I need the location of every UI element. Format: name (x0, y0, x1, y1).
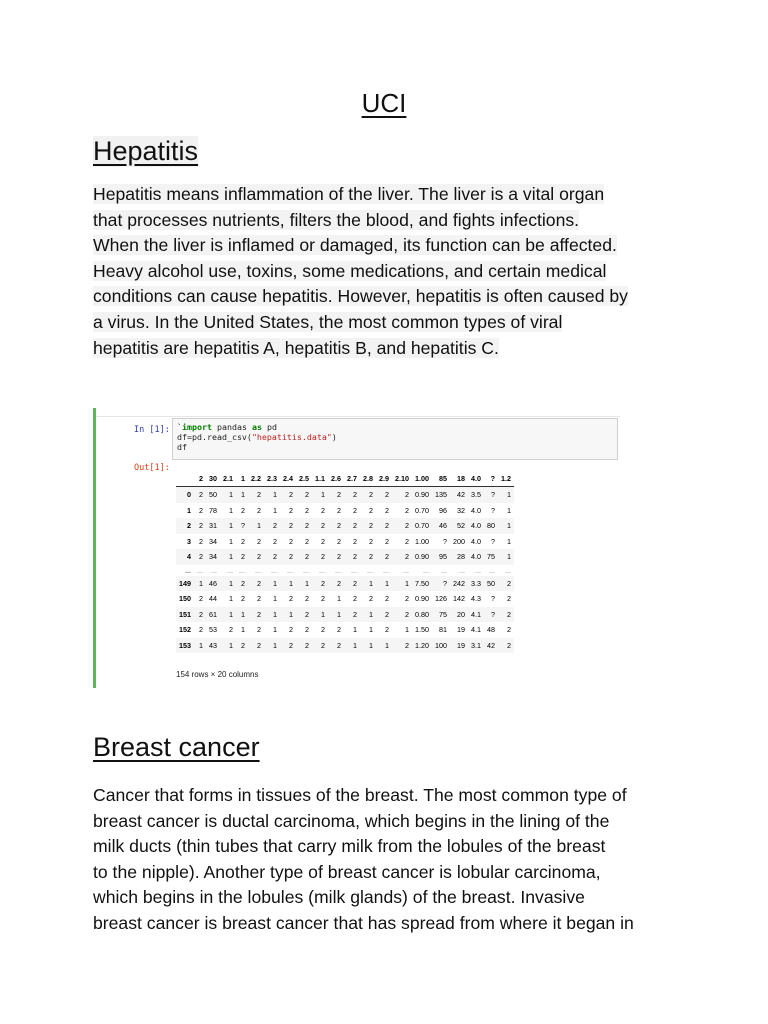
table-cell: 2 (229, 625, 233, 635)
table-cell: ? (491, 594, 495, 604)
table-cell: 2 (248, 638, 264, 654)
table-cell: 2 (344, 607, 360, 623)
table-cell: 2 (273, 536, 277, 546)
row-index: 152 (179, 625, 191, 635)
table-cell: 20 (450, 607, 468, 623)
paragraph-line: Heavy alcohol use, toxins, some medications, and certain medical (93, 260, 607, 281)
table-cell: 19 (457, 625, 465, 635)
cell-divider (96, 416, 620, 417)
table-cell: 0.80 (412, 607, 432, 623)
table-cell: 2 (257, 625, 261, 635)
table-cell: ... (475, 565, 481, 575)
table-cell: 1 (241, 625, 245, 635)
table-cell: 1 (236, 607, 248, 623)
table-cell: 46 (206, 576, 220, 592)
table-cell: 3.3 (468, 576, 484, 592)
table-cell: 1 (405, 625, 409, 635)
table-cell: ... (351, 565, 357, 575)
table-cell: 2 (194, 549, 206, 565)
table-cell: 1 (220, 518, 236, 534)
table-cell: 2 (344, 487, 360, 503)
table-cell: 100 (432, 638, 450, 654)
table-cell: 2 (344, 576, 360, 592)
table-cell: 31 (206, 518, 220, 534)
table-cell: ... (319, 565, 325, 575)
column-header: 2.4 (280, 470, 296, 487)
table-cell: 1 (194, 638, 206, 654)
column-header: 1.00 (412, 470, 432, 487)
table-cell: ? (484, 607, 498, 623)
row-index: ... (185, 565, 191, 575)
table-row (176, 518, 514, 534)
table-cell: 2 (507, 625, 511, 635)
table-cell: 3.5 (468, 487, 484, 503)
table-cell: 52 (450, 518, 468, 534)
table-cell: 2 (264, 518, 280, 534)
table-cell: 2 (199, 594, 203, 604)
table-cell: 2 (305, 594, 309, 604)
table-cell: 2 (199, 536, 203, 546)
table-row (176, 549, 514, 565)
table-cell: 2 (296, 518, 312, 534)
table-cell: 2 (257, 594, 261, 604)
table-cell: 2 (353, 594, 357, 604)
table-cell: 2 (321, 625, 325, 635)
table-cell: 2 (305, 625, 309, 635)
table-cell: 2 (264, 549, 280, 565)
table-cell: 1 (376, 576, 392, 592)
table-row (176, 591, 514, 607)
output-prompt: Out[1]: (134, 463, 170, 473)
table-cell: 1 (220, 576, 236, 592)
column-header: 1 (236, 470, 248, 487)
column-header: 1.2 (498, 470, 514, 487)
table-cell: 2 (328, 518, 344, 534)
table-cell: 4.0 (468, 549, 484, 565)
table-cell: 1 (220, 638, 236, 654)
table-cell: 53 (209, 625, 217, 635)
table-cell: 2 (344, 518, 360, 534)
table-cell: 2 (236, 549, 248, 565)
table-cell: 75 (432, 607, 450, 623)
table-cell: 126 (435, 594, 447, 604)
table-cell: 34 (206, 549, 220, 565)
table-cell: 0.90 (412, 487, 432, 503)
table-cell: 1 (337, 594, 341, 604)
dataframe-shape: 154 rows × 20 columns (176, 670, 259, 679)
row-index: 3 (187, 536, 191, 546)
table-cell: 1 (273, 594, 277, 604)
table-cell: 2 (296, 638, 312, 654)
table-cell: 2 (280, 518, 296, 534)
table-cell: 2 (241, 505, 245, 515)
input-prompt: In [1]: (134, 425, 170, 435)
breast-cancer-paragraph (93, 783, 683, 937)
table-cell: 4.1 (468, 607, 484, 623)
table-cell: 75 (484, 549, 498, 565)
code-line: `import pandas as pd (177, 422, 277, 432)
table-cell: ? (432, 576, 450, 592)
table-cell: 2 (337, 505, 341, 515)
code-cell (172, 418, 618, 460)
table-cell: 4.0 (471, 505, 481, 515)
column-header: 2.6 (328, 470, 344, 487)
table-row (176, 565, 514, 576)
table-cell: 2 (405, 505, 409, 515)
table-cell: 2 (296, 607, 312, 623)
table-cell: 2 (194, 518, 206, 534)
hepatitis-paragraph (93, 182, 683, 361)
paragraph-line: breast cancer is ductal carcinoma, which begins in the lining of the (93, 810, 610, 831)
table-cell: ... (441, 565, 447, 575)
column-header: 2.1 (220, 470, 236, 487)
table-cell: 2 (328, 549, 344, 565)
table-cell: 1 (312, 487, 328, 503)
table-cell: 61 (206, 607, 220, 623)
table-cell: 2 (194, 607, 206, 623)
table-cell: 3.1 (468, 638, 484, 654)
table-cell: 32 (457, 505, 465, 515)
table-row (176, 576, 514, 592)
table-cell: 2 (289, 625, 293, 635)
dataframe-table (176, 470, 514, 653)
table-cell: ... (459, 565, 465, 575)
paragraph-line: milk ducts (thin tubes that carry milk from the lobules of the breast (93, 836, 606, 857)
table-cell: 7.50 (412, 576, 432, 592)
table-cell: 2 (280, 638, 296, 654)
table-cell: 1 (236, 487, 248, 503)
section-heading-hepatitis: Hepatitis (93, 136, 199, 166)
table-cell: 2 (248, 607, 264, 623)
table-cell: 2 (296, 487, 312, 503)
table-cell: ... (367, 565, 373, 575)
table-cell: ? (443, 536, 447, 546)
table-cell: 2 (353, 536, 357, 546)
table-cell: 2 (328, 576, 344, 592)
table-cell: 95 (432, 549, 450, 565)
table-cell: 1 (376, 638, 392, 654)
table-cell: 2 (236, 576, 248, 592)
table-cell: 2 (194, 487, 206, 503)
paragraph-line: conditions can cause hepatitis. However, hepatitis is often caused by (93, 286, 628, 307)
table-cell: 1 (360, 638, 376, 654)
table-cell: 0.90 (415, 594, 429, 604)
table-cell: 1 (344, 638, 360, 654)
column-header: 85 (432, 470, 450, 487)
column-header: 2.3 (264, 470, 280, 487)
index-header (176, 470, 194, 487)
table-cell: ? (491, 505, 495, 515)
table-cell: ... (227, 565, 233, 575)
table-cell: 1 (280, 576, 296, 592)
column-header: ? (484, 470, 498, 487)
table-cell: 2 (405, 536, 409, 546)
table-cell: 42 (450, 487, 468, 503)
table-cell: 1 (360, 576, 376, 592)
column-header: 2.9 (376, 470, 392, 487)
paragraph-line: Cancer that forms in tissues of the breast. The most common type of (93, 785, 627, 805)
table-cell: 2 (498, 576, 514, 592)
table-cell: ... (239, 565, 245, 575)
table-cell: ... (211, 565, 217, 575)
table-cell: 1 (353, 625, 357, 635)
table-cell: 2 (280, 487, 296, 503)
column-header: 2.2 (248, 470, 264, 487)
table-cell: 2 (360, 549, 376, 565)
table-cell: 2 (312, 576, 328, 592)
table-cell: 2 (289, 594, 293, 604)
table-cell: 2 (385, 536, 389, 546)
row-index: 0 (176, 487, 194, 503)
table-cell: 2 (296, 549, 312, 565)
table-cell: 2 (241, 594, 245, 604)
table-cell: 0.70 (412, 518, 432, 534)
table-row (176, 503, 514, 519)
table-cell: 2 (305, 505, 309, 515)
table-cell: 2 (257, 505, 261, 515)
table-cell: 2 (312, 638, 328, 654)
table-row (176, 487, 514, 503)
paragraph-line: Hepatitis means inflammation of the liver. The liver is a vital organ (93, 184, 605, 204)
table-cell: 80 (484, 518, 498, 534)
table-cell: 2 (257, 536, 261, 546)
code-line: df (177, 442, 187, 452)
table-cell: 2 (405, 594, 409, 604)
table-cell: ... (197, 565, 203, 575)
table-cell: 2 (241, 536, 245, 546)
table-cell: 2 (385, 625, 389, 635)
table-row (176, 607, 514, 623)
table-cell: ... (335, 565, 341, 575)
table-cell: 1 (264, 487, 280, 503)
table-cell: 2 (376, 518, 392, 534)
table-cell: 0.70 (415, 505, 429, 515)
table-cell: 2 (392, 549, 412, 565)
code-line: df=pd.read_csv("hepatitis.data") (177, 432, 337, 442)
row-index: 151 (176, 607, 194, 623)
table-cell: 1 (248, 518, 264, 534)
table-cell: ... (303, 565, 309, 575)
table-cell: 2 (328, 638, 344, 654)
table-cell: 0.90 (412, 549, 432, 565)
table-cell: 1 (328, 607, 344, 623)
table-cell: 1 (220, 487, 236, 503)
table-header-row (176, 470, 514, 487)
table-cell: 1 (280, 607, 296, 623)
table-cell: ? (491, 536, 495, 546)
table-cell: ... (255, 565, 261, 575)
table-cell: 1 (360, 607, 376, 623)
table-cell: 2 (236, 638, 248, 654)
table-cell: 1.20 (412, 638, 432, 654)
column-header: 18 (450, 470, 468, 487)
table-cell: 2 (392, 607, 412, 623)
table-cell: 2 (199, 625, 203, 635)
table-cell: 2 (360, 487, 376, 503)
table-cell: 1 (264, 638, 280, 654)
paragraph-line: breast cancer is breast cancer that has spread from where it began in (93, 912, 634, 933)
column-header: 30 (206, 470, 220, 487)
table-cell: 1 (273, 625, 277, 635)
paragraph-line: that processes nutrients, filters the blood, and fights infections. (93, 209, 580, 230)
column-header: 2.8 (360, 470, 376, 487)
table-cell: 142 (453, 594, 465, 604)
table-cell: 1 (273, 505, 277, 515)
table-cell: 1 (264, 607, 280, 623)
table-cell: 81 (439, 625, 447, 635)
table-cell: 1 (229, 594, 233, 604)
table-cell: 1 (312, 607, 328, 623)
table-cell: ... (423, 565, 429, 575)
page-title: UCI (361, 88, 407, 118)
table-cell: 4.0 (468, 518, 484, 534)
table-cell: 42 (484, 638, 498, 654)
table-cell: 2 (369, 594, 373, 604)
table-cell: 2 (385, 594, 389, 604)
table-cell: ... (505, 565, 511, 575)
paragraph-line: which begins in the lobules (milk glands) of the breast. Invasive (93, 887, 585, 908)
table-cell: 34 (209, 536, 217, 546)
table-cell: 2 (498, 638, 514, 654)
table-cell: 19 (450, 638, 468, 654)
row-index: 1 (187, 505, 191, 515)
table-row (176, 638, 514, 654)
table-cell: ? (484, 487, 498, 503)
table-cell: 2 (392, 638, 412, 654)
table-cell: 1.00 (415, 536, 429, 546)
table-cell: 2 (353, 505, 357, 515)
row-index: 4 (176, 549, 194, 565)
column-header: 2.7 (344, 470, 360, 487)
table-cell: 44 (209, 594, 217, 604)
table-cell: 1 (229, 536, 233, 546)
table-cell: 1 (229, 505, 233, 515)
table-cell: 135 (432, 487, 450, 503)
table-cell: 2 (321, 594, 325, 604)
table-cell: 1 (264, 576, 280, 592)
table-cell: 1 (507, 536, 511, 546)
table-cell: 1 (194, 576, 206, 592)
table-cell: 2 (248, 549, 264, 565)
notebook-screenshot (93, 408, 620, 688)
table-cell: 43 (206, 638, 220, 654)
table-cell: 2 (305, 536, 309, 546)
table-cell: 2 (321, 505, 325, 515)
table-cell: 242 (450, 576, 468, 592)
table-cell: 2 (312, 549, 328, 565)
table-cell: 2 (369, 505, 373, 515)
table-cell: ... (489, 565, 495, 575)
table-cell: 4.1 (471, 625, 481, 635)
table-cell: 2 (392, 487, 412, 503)
table-cell: 2 (376, 487, 392, 503)
paragraph-line: When the liver is inflamed or damaged, its function can be affected. (93, 235, 617, 256)
column-header: 4.0 (468, 470, 484, 487)
table-row (176, 534, 514, 550)
table-cell: 1 (498, 487, 514, 503)
table-cell: 2 (312, 518, 328, 534)
table-cell: ... (287, 565, 293, 575)
table-cell: 2 (199, 505, 203, 515)
table-cell: 1 (507, 505, 511, 515)
table-cell: 48 (487, 625, 495, 635)
table-cell: 1 (220, 549, 236, 565)
row-index: 153 (176, 638, 194, 654)
table-cell: 2 (289, 536, 293, 546)
column-header: 2.10 (392, 470, 412, 487)
table-cell: 200 (453, 536, 465, 546)
table-cell: 1 (296, 576, 312, 592)
table-cell: 2 (507, 594, 511, 604)
table-cell: 2 (385, 505, 389, 515)
table-cell: ? (236, 518, 248, 534)
table-cell: 2 (392, 518, 412, 534)
table-cell: 2 (498, 607, 514, 623)
table-cell: ... (383, 565, 389, 575)
table-cell: 96 (439, 505, 447, 515)
row-index: 2 (176, 518, 194, 534)
table-cell: 2 (328, 487, 344, 503)
table-cell: 2 (344, 549, 360, 565)
table-cell: 2 (248, 487, 264, 503)
table-cell: 1 (392, 576, 412, 592)
table-cell: 78 (209, 505, 217, 515)
row-index: 150 (179, 594, 191, 604)
table-cell: 4.0 (471, 536, 481, 546)
table-cell: 2 (369, 536, 373, 546)
table-cell: 2 (376, 607, 392, 623)
section-heading-breast-cancer: Breast cancer (93, 732, 260, 762)
paragraph-line: to the nipple). Another type of breast cancer is lobular carcinoma, (93, 861, 601, 882)
table-cell: 2 (337, 625, 341, 635)
table-cell: 2 (248, 576, 264, 592)
paragraph-line: hepatitis are hepatitis A, hepatitis B, and hepatitis C. (93, 337, 499, 358)
table-cell: 2 (376, 549, 392, 565)
row-index: 149 (176, 576, 194, 592)
table-cell: 1 (369, 625, 373, 635)
table-cell: 28 (450, 549, 468, 565)
table-cell: 46 (432, 518, 450, 534)
column-header: 2 (194, 470, 206, 487)
table-cell: 2 (360, 518, 376, 534)
column-header: 2.5 (296, 470, 312, 487)
table-cell: ... (403, 565, 409, 575)
table-cell: 2 (321, 536, 325, 546)
table-cell: 1 (498, 549, 514, 565)
table-cell: 2 (280, 549, 296, 565)
table-cell: 1 (498, 518, 514, 534)
table-cell: 2 (337, 536, 341, 546)
table-cell: 50 (206, 487, 220, 503)
table-row (176, 622, 514, 638)
table-cell: ... (271, 565, 277, 575)
table-cell: 2 (289, 505, 293, 515)
column-header: 1.1 (312, 470, 328, 487)
table-cell: 4.3 (471, 594, 481, 604)
paragraph-line: a virus. In the United States, the most common types of viral (93, 311, 563, 332)
table-cell: 1 (220, 607, 236, 623)
table-cell: 50 (484, 576, 498, 592)
table-cell: 1.50 (415, 625, 429, 635)
